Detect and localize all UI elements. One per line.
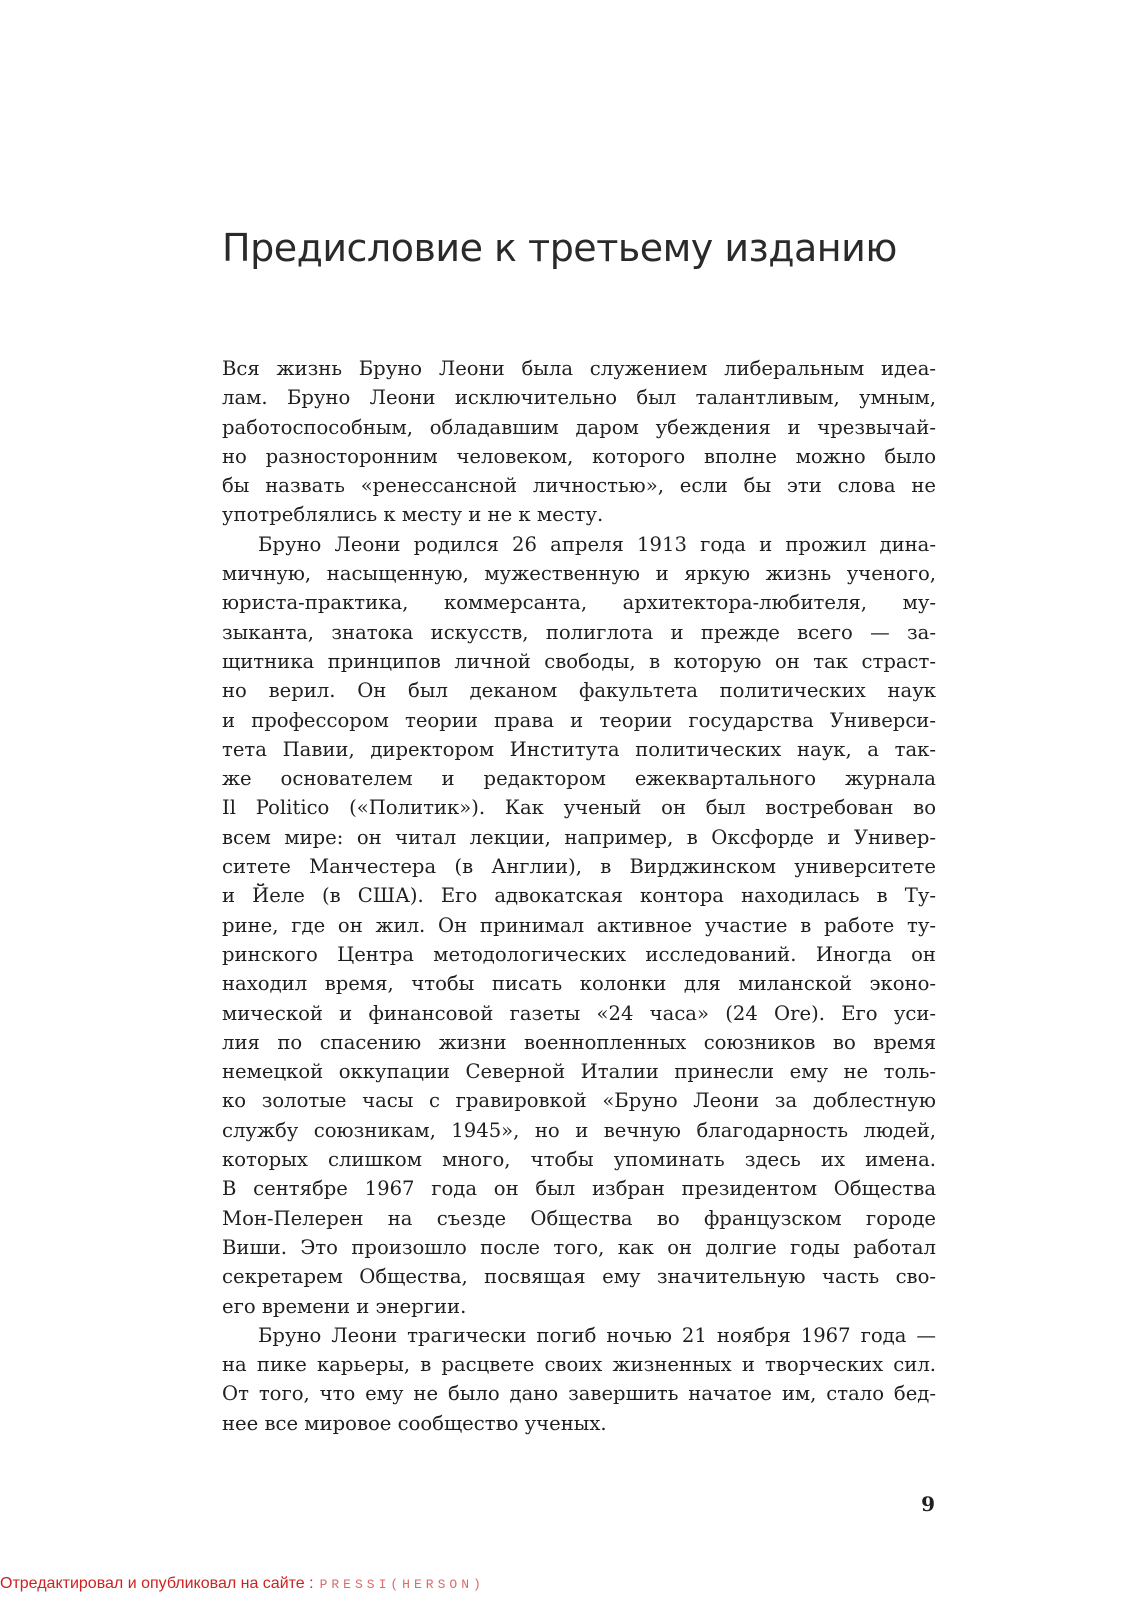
text-line: щитника принципов личной свободы, в которую он так страст-	[222, 649, 936, 673]
text-line: Мон-Пелерен на съезде Общества во французском городе	[222, 1206, 936, 1230]
text-line: мической и финансовой газеты «24 часа» (24 Ore). Его уси-	[222, 1001, 936, 1025]
text-line: службу союзникам, 1945», но и вечную благодарность людей,	[222, 1118, 936, 1142]
text-line: употреблялись к месту и не к месту.	[222, 503, 604, 527]
text-line: же основателем и редактором ежеквартального журнала	[222, 767, 936, 791]
text-line: находил время, чтобы писать колонки для миланской эконо-	[222, 972, 936, 996]
text-line: его времени и энергии.	[222, 1294, 467, 1318]
paragraph-1	[222, 354, 936, 530]
text-line: Бруно Леони трагически погиб ночью 21 ноября 1967 года —	[258, 1323, 936, 1347]
text-line: секретарем Общества, посвящая ему значительную часть сво-	[222, 1265, 936, 1289]
chapter-title: Предисловие к третьему изданию	[222, 226, 897, 270]
text-line: работоспособным, обладавшим даром убеждения и чрезвычай-	[222, 415, 936, 439]
paragraph-2	[222, 530, 936, 1321]
text-line: зыканта, знатока искусств, полиглота и прежде всего — за-	[222, 620, 936, 644]
text-line: ко золотые часы с гравировкой «Бруно Леони за доблестную	[222, 1089, 936, 1113]
text-line: и Йеле (в США). Его адвокатская контора находилась в Ту-	[222, 884, 936, 908]
text-line: рине, где он жил. Он принимал активное участие в работе ту-	[222, 913, 936, 937]
text-line: немецкой оккупации Северной Италии принесли ему не толь-	[222, 1060, 936, 1084]
footer-credit	[0, 1575, 485, 1593]
text-line: тета Павии, директором Института политических наук, а так-	[222, 737, 936, 761]
text-line: которых слишком много, чтобы упоминать здесь их имена.	[222, 1148, 936, 1172]
text-line: юриста-практика, коммерсанта, архитектора-любителя, му-	[222, 591, 936, 615]
footer-site-name: PRESSI(HERSON)	[319, 1577, 485, 1592]
text-line: Il Politico («Политик»). Как ученый он был востребован во	[222, 796, 936, 820]
paragraph-3	[222, 1321, 936, 1438]
text-line: на пике карьеры, в расцвете своих жизненных и творческих сил.	[222, 1353, 936, 1377]
page-number: 9	[921, 1492, 935, 1516]
text-line: ринского Центра методологических исследований. Иногда он	[222, 942, 936, 966]
text-line: В сентябре 1967 года он был избран президентом Общества	[222, 1177, 936, 1201]
text-line: бы назвать «ренессансной личностью», если бы эти слова не	[222, 474, 936, 498]
text-line: и профессором теории права и теории государства Универси-	[222, 708, 936, 732]
text-line: ситете Манчестера (в Англии), в Вирджинском университете	[222, 855, 936, 879]
text-line: но разносторонним человеком, которого вполне можно было	[222, 444, 936, 468]
text-line: От того, что ему не было дано завершить начатое им, стало бед-	[222, 1382, 936, 1406]
text-line: Вся жизнь Бруно Леони была служением либеральным идеа-	[222, 357, 936, 380]
body-text	[222, 354, 936, 1438]
footer-credit-text: Отредактировал и опубликовал на сайте :	[0, 1575, 314, 1592]
text-line: лия по спасению жизни военнопленных союзников во время	[222, 1030, 936, 1054]
text-line: Бруно Леони родился 26 апреля 1913 года и прожил дина-	[258, 532, 936, 556]
text-line: мичную, насыщенную, мужественную и яркую жизнь ученого,	[222, 562, 936, 586]
text-line: нее все мировое сообщество ученых.	[222, 1411, 607, 1435]
text-line: всем мире: он читал лекции, например, в Оксфорде и Универ-	[222, 825, 936, 849]
text-line: но верил. Он был деканом факультета политических наук	[222, 679, 936, 703]
text-line: лам. Бруно Леони исключительно был талантливым, умным,	[222, 386, 936, 410]
text-line: Виши. Это произошло после того, как он долгие годы работал	[222, 1235, 936, 1259]
